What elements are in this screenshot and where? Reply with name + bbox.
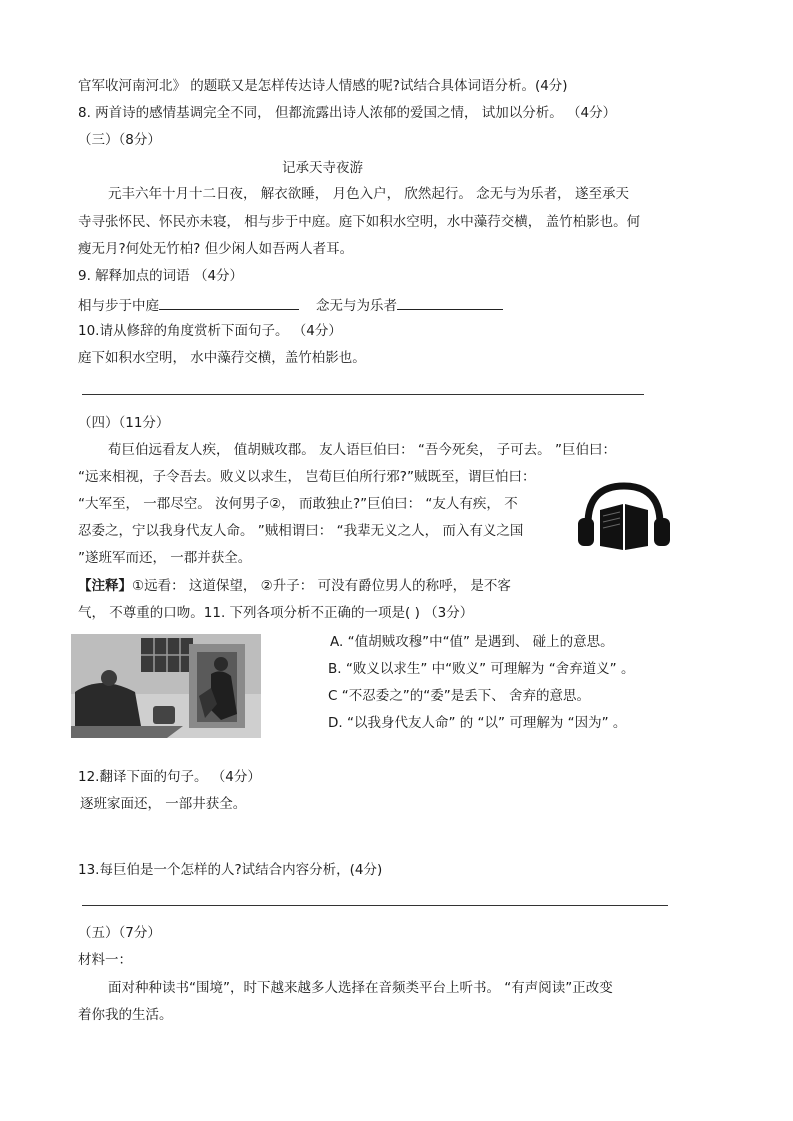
annotation-line-1 bbox=[78, 577, 511, 595]
annotation-label: 【注释】 bbox=[78, 578, 132, 594]
question-12-sentence: 逐班家面还， 一部井获全。 bbox=[80, 796, 247, 812]
question-9-item-b-text: 念无与为乐者 bbox=[316, 298, 397, 314]
headphones-book-icon bbox=[574, 480, 674, 554]
question-8: 8. 两首诗的感情基调完全不同， 但都流露出诗人浓郁的爱国之情， 试加以分析。 （4分） bbox=[78, 105, 617, 121]
passage-4-line-3: “大军至， 一郡尽空。 汝何男子②， 而敢独止?”巨伯曰： “友人有疾， 不 bbox=[78, 496, 518, 512]
material-1-line-2: 着你我的生活。 bbox=[78, 1007, 173, 1023]
question-13: 13.每巨伯是一个怎样的人?试结合内容分析，(4分) bbox=[78, 862, 383, 878]
annotation-line-2-question-11: 气， 不尊重的口吻。11. 下列各项分析不正确的一项是( ) （3分） bbox=[78, 605, 474, 621]
section-3-heading: （三）（8分） bbox=[78, 132, 161, 148]
question-9-item-a-text: 相与步于中庭 bbox=[78, 298, 159, 314]
answer-line-13[interactable] bbox=[82, 905, 668, 906]
question-10-sentence: 庭下如积水空明， 水中藻荇交横，盖竹柏影也。 bbox=[78, 350, 366, 366]
answer-line-10[interactable] bbox=[82, 394, 644, 395]
passage-3-line-3: 瘦无月?何处无竹柏? 但少闲人如吾两人者耳。 bbox=[78, 241, 354, 257]
passage-3-line-2: 寺寻张怀民、怀民亦未寝， 相与步于中庭。庭下如积水空明，水中藻荇交横， 盖竹柏影也。何 bbox=[78, 214, 641, 230]
question-9-item-a bbox=[78, 295, 299, 315]
section-4-heading: （四）（11分） bbox=[78, 415, 170, 431]
passage-4-line-1: 荀巨伯远看友人疾， 值胡贼攻郡。 友人语巨伯曰： “吾今死矣， 子可去。 ”巨伯曰： bbox=[108, 442, 616, 458]
passage-3-line-1: 元丰六年十月十二日夜， 解衣欲睡， 月色入户， 欣然起行。 念无与为乐者， 遂至承天 bbox=[108, 186, 629, 202]
poem-title: 记承天寺夜游 bbox=[282, 160, 363, 176]
answer-blank-9b[interactable] bbox=[397, 295, 503, 310]
annotation-text: ①远看： 这道保望， ②升子： 可没有爵位男人的称呼， 是不客 bbox=[132, 578, 511, 594]
question-9-item-b bbox=[316, 295, 503, 315]
question-10: 10.请从修辞的角度赏析下面句子。 （4分） bbox=[78, 323, 342, 339]
material-1-line-1: 面对种种读书“围境”，时下越来越多人选择在音频类平台上听书。 “有声阅读”正改变 bbox=[108, 980, 613, 996]
option-c[interactable]: C “不忍委之”的“委”是丢下、 舍弃的意思。 bbox=[328, 688, 590, 704]
answer-blank-9a[interactable] bbox=[159, 295, 299, 310]
option-a[interactable]: A. “值胡贼攻穆”中“值” 是遇到、 碰上的意思。 bbox=[330, 634, 614, 650]
material-1-label: 材料一： bbox=[78, 952, 132, 968]
historical-scene-illustration bbox=[71, 634, 261, 738]
section-5-heading: （五）（7分） bbox=[78, 925, 161, 941]
text-line-1: 官军收河南河北》 的题联又是怎样传达诗人情感的呢?试结合具体词语分析。(4分) bbox=[78, 78, 568, 94]
passage-4-line-2: “远来相视，子令吾去。败义以求生， 岂荀巨伯所行邪?”贼既至，谓巨怕曰： bbox=[78, 469, 536, 485]
question-9: 9. 解释加点的词语 （4分） bbox=[78, 268, 244, 284]
passage-4-line-5: ”遂班军而还， 一郡并获全。 bbox=[78, 550, 252, 566]
question-12: 12.翻译下面的句子。 （4分） bbox=[78, 769, 261, 785]
option-d[interactable]: D. “以我身代友人命” 的 “以” 可理解为 “因为” 。 bbox=[328, 715, 627, 731]
option-b[interactable]: B. “败义以求生” 中“败义” 可理解为 “舍弃道义” 。 bbox=[328, 661, 635, 677]
passage-4-line-4: 忍委之，宁以我身代友人命。 ”贼相谓曰： “我辈无义之人， 而入有义之国 bbox=[78, 523, 524, 539]
